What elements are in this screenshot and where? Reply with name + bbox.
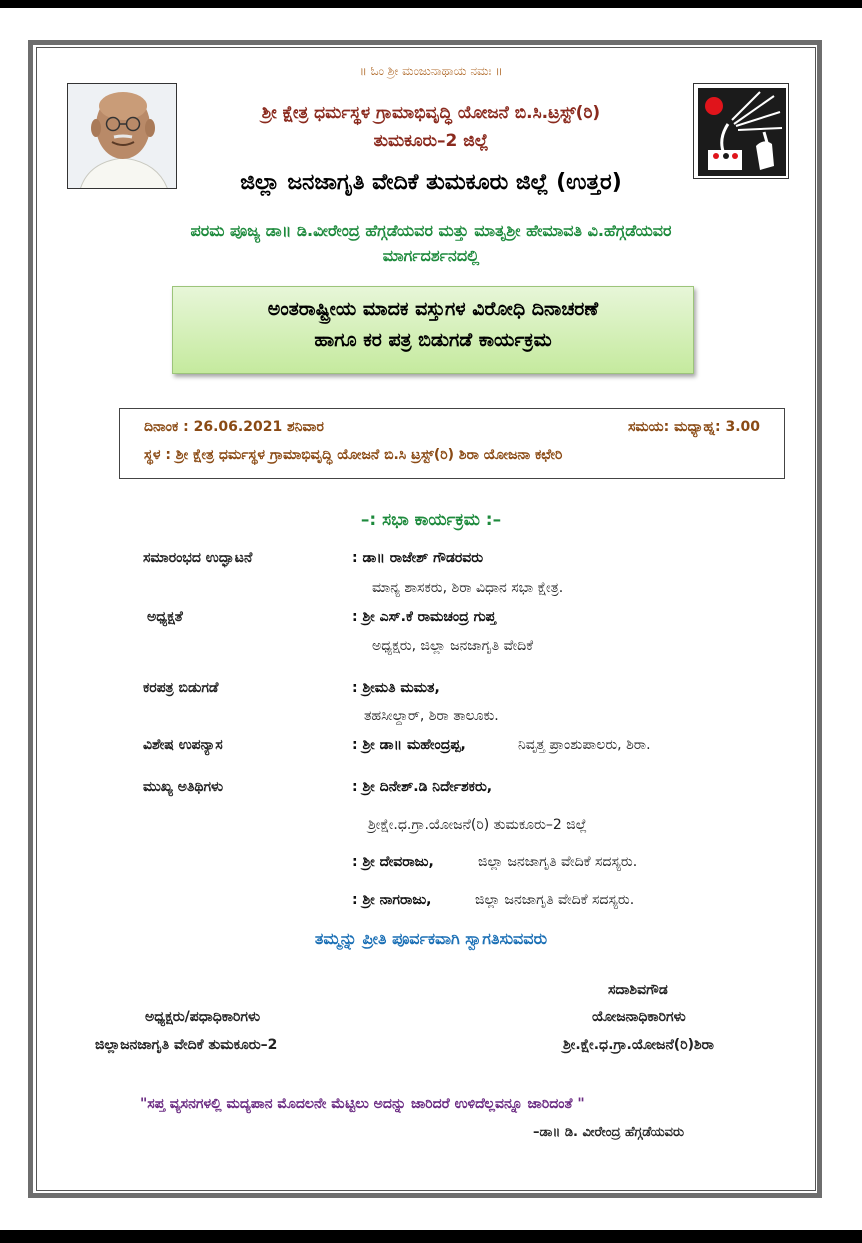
quote-author: –ಡಾ॥ ಡಿ. ವೀರೇಂದ್ರ ಹೆಗ್ಗಡೆಯವರು: [533, 1125, 684, 1140]
programme-person: : ಶ್ರೀ ನಾಗರಾಜು,: [352, 892, 432, 908]
programme-role: ಸಮಾರಂಭದ ಉದ್ಘಾಟನೆ: [143, 550, 253, 566]
right-signatory-org: ಶ್ರೀ.ಕ್ಷೇ.ಧ.ಗ್ರಾ.ಯೋಜನೆ(ರಿ)ಶಿರಾ: [563, 1037, 714, 1053]
left-signatory-org: ಜಿಲ್ಲಾಜನಜಾಗೃತಿ ವೇದಿಕೆ ತುಮಕೂರು–2: [95, 1037, 278, 1053]
left-signatory-title: ಅಧ್ಯಕ್ಷರು/ಪಧಾಧಿಕಾರಿಗಳು: [145, 1009, 261, 1025]
invocation-text: ॥ ಓಂ ಶ್ರೀ ಮಂಜುನಾಥಾಯ ನಮಃ ॥: [359, 64, 503, 78]
programme-role: ಕರಪತ್ರ ಬಿಡುಗಡೆ: [143, 680, 219, 696]
programme-person: : ಶ್ರೀ ಎಸ್.ಕೆ ರಾಮಚಂದ್ರ ಗುಪ್ತ: [352, 609, 496, 625]
organization-name: ಶ್ರೀ ಕ್ಷೇತ್ರ ಧರ್ಮಸ್ಥಳ ಗ್ರಾಮಾಭಿವೃದ್ಧಿ ಯೋಜನೆ ಬಿ.ಸಿ.ಟ್ರಸ್ಟ್(ರಿ): [261, 103, 601, 123]
right-signatory-title: ಯೋಜನಾಧಿಕಾರಿಗಳು: [592, 1009, 686, 1025]
event-title-line-1: ಅಂತರಾಷ್ಟ್ರೀಯ ಮಾದಕ ವಸ್ತುಗಳ ವಿರೋಧಿ ದಿನಾಚರಣೆ: [267, 298, 599, 320]
programme-designation: ಜಿಲ್ಲಾ ಜನಜಾಗೃತಿ ವೇದಿಕೆ ಸದಸ್ಯರು.: [478, 854, 638, 870]
quote-text: "ಸಪ್ತ ವ್ಯಸನಗಳಲ್ಲಿ ಮದ್ಯಪಾನ ಮೊದಲನೇ ಮೆಟ್ಟಿಲು ಅದನ್ನು ಜಾರಿದರೆ ಉಳಿದೆಲ್ಲವನ್ನೂ ಜಾರಿದಂತೆ ": [140, 1096, 585, 1112]
welcome-text: ತಮ್ಮನ್ನು ಪ್ರೀತಿ ಪೂರ್ವಕವಾಗಿ ಸ್ವಾಗತಿಸುವವರು: [314, 929, 548, 948]
programme-designation: ನಿವೃತ್ತ ಪ್ರಾಂಶುಪಾಲರು, ಶಿರಾ.: [518, 737, 651, 753]
programme-person: : ಶ್ರೀಮತಿ ಮಮತ,: [352, 680, 440, 696]
programme-role: ಮುಖ್ಯ ಅತಿಥಿಗಳು: [143, 779, 224, 795]
signatory-name: ಸದಾಶಿವಗೌಡ: [608, 982, 668, 998]
programme-designation: ಜಿಲ್ಲಾ ಜನಜಾಗೃತಿ ವೇದಿಕೆ ಸದಸ್ಯರು.: [475, 892, 635, 908]
organization-district: ತುಮಕೂರು–2 ಜಿಲ್ಲೆ: [373, 131, 489, 151]
programme-person: : ಶ್ರೀ ದಿನೇಶ್.ಡಿ ನಿರ್ದೇಶಕರು,: [352, 779, 493, 795]
programme-person: : ಶ್ರೀ ಡಾ॥ ಮಹೇಂದ್ರಪ್ಪ,: [352, 737, 466, 753]
guidance-line-1: ಪರಮ ಪೂಜ್ಯ ಡಾ॥ ಡಿ.ವೀರೇಂದ್ರ ಹೆಗ್ಗಡೆಯವರ ಮತ್ತು ಮಾತೃಶ್ರೀ ಹೇಮಾವತಿ ವಿ.ಹೆಗ್ಗಡೆಯವರ: [190, 221, 672, 240]
event-time: ಸಮಯ: ಮಧ್ಯಾಹ್ನ: 3.00: [627, 419, 760, 435]
programme-heading: –: ಸಭಾ ಕಾರ್ಯಕ್ರಮ :–: [360, 510, 502, 530]
programme-designation: ತಹಸೀಲ್ದಾರ್, ಶಿರಾ ತಾಲೂಕು.: [364, 708, 499, 724]
event-title-box: [172, 286, 694, 374]
programme-designation: ಮಾನ್ಯ ಶಾಸಕರು, ಶಿರಾ ವಿಧಾನ ಸಭಾ ಕ್ಷೇತ್ರ.: [372, 580, 564, 596]
event-date: ದಿನಾಂಕ : 26.06.2021 ಶನಿವಾರ: [144, 419, 324, 435]
programme-person: : ಡಾ॥ ರಾಜೇಶ್ ಗೌಡರವರು: [352, 550, 484, 566]
programme-role: ಅಧ್ಯಕ್ಷತೆ: [147, 609, 183, 625]
guidance-line-2: ಮಾರ್ಗದರ್ಶನದಲ್ಲಿ: [382, 246, 480, 265]
programme-designation: ಶ್ರೀಕ್ಷೇ.ಧ.ಗ್ರಾ.ಯೋಜನೆ(ರಿ) ತುಮಕೂರು–2 ಜಿಲ್ಲೆ: [368, 817, 587, 833]
programme-designation: ಅಧ್ಯಕ್ಷರು, ಜಿಲ್ಲಾ ಜನಜಾಗೃತಿ ವೇದಿಕೆ: [372, 638, 534, 654]
event-title-line-2: ಹಾಗೂ ಕರ ಪತ್ರ ಬಿಡುಗಡೆ ಕಾರ್ಯಕ್ರಮ: [314, 329, 552, 351]
programme-role: ವಿಶೇಷ ಉಪನ್ಯಾಸ: [143, 737, 223, 753]
event-venue: ಸ್ಥಳ : ಶ್ರೀ ಕ್ಷೇತ್ರ ಧರ್ಮಸ್ಥಳ ಗ್ರಾಮಾಭಿವೃದ್ಧಿ ಯೋಜನೆ ಬಿ.ಸಿ ಟ್ರಸ್ಟ್(ರಿ) ಶಿರಾ ಯೋಜನಾ ಕಛೇರಿ: [144, 447, 563, 463]
event-info-box: [119, 408, 785, 479]
programme-person: : ಶ್ರೀ ದೇವರಾಜು,: [352, 854, 434, 870]
forum-title: ಜಿಲ್ಲಾ ಜನಜಾಗೃತಿ ವೇದಿಕೆ ತುಮಕೂರು ಜಿಲ್ಲೆ (ಉತ್ತರ): [240, 170, 622, 195]
